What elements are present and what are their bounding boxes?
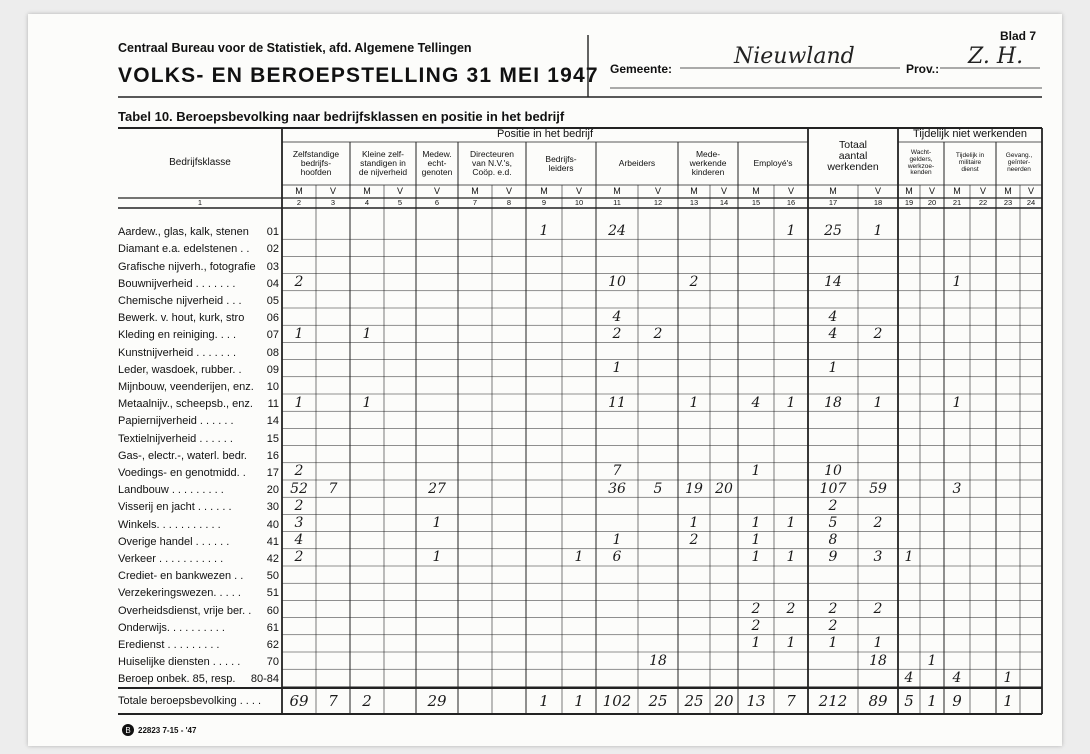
column-number: 4 [364,198,370,208]
sex-label: M [905,185,913,196]
sex-label: M [295,185,303,196]
column-number: 13 [689,198,699,208]
row-label [118,411,282,428]
table-cell: 11 [608,394,626,411]
total-cell: 1 [927,692,937,710]
table-cell: 25 [824,222,842,239]
row-label-text: Visserij en jacht . . . . . . [118,501,232,514]
row-label-text: Beroep onbek. 85, resp. [118,673,236,686]
row-label [118,618,282,635]
table-cell: 1 [689,394,699,411]
row-label-text: Grafische nijverh., fotografie [118,260,256,273]
table-cell: 4 [904,669,914,686]
group-header: Arbeiders [618,158,656,169]
table-cell: 6 [612,549,622,566]
table-cell: 2 [873,600,883,617]
row-code: 50 [266,570,279,583]
row-code: 07 [266,329,279,342]
subgroup-header: Tijdelijk in militaire dienst [955,152,985,173]
sex-label: V [575,185,582,196]
row-code: 61 [266,621,279,634]
table-cell: 1 [751,463,761,480]
row-label [118,360,282,377]
province-label: Prov.: [906,62,940,76]
table-cell: 1 [952,394,962,411]
sex-label: M [829,185,837,196]
printer-logo-icon: B [122,724,134,736]
column-number: 11 [613,198,621,208]
gemeente-value: Nieuwland [734,44,855,69]
column-number: 9 [541,198,547,208]
table-cell: 1 [786,222,796,239]
total-cell: 13 [746,692,766,710]
row-label [118,256,282,273]
row-code: 16 [266,449,279,462]
column-number: 24 [1026,198,1036,208]
row-label-text: Overige handel . . . . . . [118,535,230,548]
row-code: 14 [266,415,279,428]
table-cell: 2 [294,463,304,480]
table-cell: 1 [927,652,937,669]
row-label [118,514,282,531]
table-cell: 1 [828,635,838,652]
sex-label: M [690,185,698,196]
column-number: 12 [653,198,663,208]
group-header: Employé's [753,158,793,169]
row-code: 80-84 [250,673,279,686]
row-label-text: Leder, wasdoek, rubber. . [118,363,242,376]
table-cell: 9 [828,549,838,566]
form-title: VOLKS- EN BEROEPSTELLING 31 MEI 1947 [118,64,599,87]
row-label-text: Papiernijverheid . . . . . . [118,415,234,428]
table-cell: 7 [612,463,622,480]
column-number: 1 [197,198,203,208]
group-header: Directeuren van N.V.'s, Coöp. e.d. [470,149,514,177]
column-number: 16 [786,198,796,208]
sex-label: V [874,185,881,196]
table-cell: 2 [294,549,304,566]
row-label [118,446,282,463]
row-label-text: Textielnijverheid . . . . . . [118,432,233,445]
total-cell: 9 [952,692,962,710]
table-cell: 1 [751,532,761,549]
table-cell: 3 [294,514,304,531]
table-cell: 18 [649,652,667,669]
row-code: 20 [266,484,279,497]
total-cell: 7 [328,692,338,710]
row-label-text: Voedings- en genotmidd. . [118,466,246,479]
gemeente-label: Gemeente: [610,62,673,76]
sex-label: M [953,185,961,196]
column-number: 17 [828,198,838,208]
table-cell: 2 [653,325,663,342]
table-cell: 18 [869,652,887,669]
sex-label: V [396,185,403,196]
sex-label: V [979,185,986,196]
total-row-label: Totale beroepsbevolking . . . . [118,694,262,707]
row-code: 02 [266,243,279,256]
table-cell: 4 [751,394,761,411]
total-cell: 5 [904,692,914,710]
sex-label: M [471,185,479,196]
table-cell: 10 [824,463,842,480]
table-cell: 2 [786,600,796,617]
row-label [118,325,282,342]
row-label-text: Mijnbouw, veenderijen, enz. [118,380,254,393]
table-cell: 2 [828,497,838,514]
total-cell: 1 [574,692,584,710]
column-number: 2 [296,198,302,208]
table-cell: 1 [786,514,796,531]
group-header: Kleine zelf- standigen in de nijverheid [358,149,408,177]
table-cell: 2 [873,514,883,531]
row-label-text: Aardew., glas, kalk, stenen [118,226,249,239]
table-cell: 36 [608,480,626,497]
column-number: 3 [330,198,336,208]
table-cell: 2 [689,532,699,549]
table-cell: 19 [685,480,703,497]
row-label [118,635,282,652]
table-cell: 1 [828,360,838,377]
row-label-text: Verzekeringswezen. . . . . [118,587,241,600]
table-cell: 2 [294,274,304,291]
row-label-text: Onderwijs. . . . . . . . . . [118,621,225,634]
column-number: 23 [1003,198,1013,208]
total-cell: 212 [818,692,848,710]
sex-label: M [1004,185,1012,196]
table-cell: 1 [952,274,962,291]
total-cell: 2 [362,692,372,710]
row-label-text: Gas-, electr.-, waterl. bedr. [118,449,247,462]
row-label-text: Landbouw . . . . . . . . . [118,484,224,497]
table-cell: 52 [290,480,308,497]
row-label [118,308,282,325]
tijdelijk-header: Tijdelijk niet werkenden [913,128,1027,141]
column-number: 5 [397,198,403,208]
table-cell: 1 [786,394,796,411]
column-number: 19 [904,198,914,208]
table-cell: 7 [328,480,338,497]
row-label [118,497,282,514]
column-number: 8 [506,198,512,208]
row-label [118,394,282,411]
table-cell: 1 [751,635,761,652]
row-label-text: Eredienst . . . . . . . . . [118,638,220,651]
province-value: Z. H. [968,44,1024,69]
table-cell: 1 [574,549,584,566]
table-cell: 2 [751,618,761,635]
table-cell: 2 [873,325,883,342]
sex-label: V [928,185,935,196]
table-cell: 20 [715,480,733,497]
organization-name: Centraal Bureau voor de Statistiek, afd. Algemene Tellingen [118,41,472,55]
table-cell: 27 [428,480,446,497]
row-label [118,239,282,256]
sex-label: V [787,185,794,196]
table-cell: 3 [873,549,883,566]
table-cell: 1 [432,514,442,531]
column-number: 6 [434,198,440,208]
row-label-text: Bouwnijverheid . . . . . . . [118,277,236,290]
table-cell: 1 [751,549,761,566]
table-cell: 1 [1003,669,1013,686]
row-label [118,566,282,583]
total-cell: 1 [1003,692,1013,710]
total-cell: 7 [786,692,796,710]
row-code: 62 [266,638,279,651]
row-label-text: Chemische nijverheid . . . [118,294,242,307]
total-cell: 102 [602,692,632,710]
row-label [118,583,282,600]
row-label-text: Diamant e.a. edelstenen . . [118,243,250,256]
table-cell: 4 [828,308,838,325]
row-code: 05 [266,294,279,307]
row-label-text: Verkeer . . . . . . . . . . . [118,552,224,565]
table-cell: 1 [294,325,304,342]
sex-label: V [433,185,440,196]
row-label-text: Metaalnijv., scheepsb., enz. [118,398,253,411]
table-cell: 1 [873,635,883,652]
row-label [118,532,282,549]
row-label [118,600,282,617]
column-number: 7 [472,198,478,208]
row-label [118,549,282,566]
sheet-number: Blad 7 [1000,29,1037,43]
row-label-text: Kunstnijverheid . . . . . . . [118,346,236,359]
table-cell: 1 [362,325,372,342]
row-code: 04 [266,277,279,290]
sex-label: M [540,185,548,196]
sex-label: V [505,185,512,196]
column-number: 18 [873,198,883,208]
table-cell: 2 [689,274,699,291]
row-label [118,463,282,480]
table-cell: 2 [294,497,304,514]
row-code: 08 [266,346,279,359]
table-cell: 1 [612,360,622,377]
subgroup-header: Gevang., geïnter- neerden [1005,152,1033,173]
table-cell: 1 [689,514,699,531]
row-label [118,222,282,239]
row-code: 11 [267,398,279,411]
table-cell: 2 [612,325,622,342]
row-label [118,274,282,291]
total-cell: 25 [648,692,668,710]
table-cell: 1 [786,549,796,566]
table-cell: 107 [819,480,847,497]
row-code: 40 [266,518,279,531]
table-cell: 4 [952,669,962,686]
table-cell: 1 [786,635,796,652]
row-label-text: Bewerk. v. hout, kurk, stro [118,312,245,325]
sex-label: V [720,185,727,196]
table-cell: 2 [828,618,838,635]
table-cell: 1 [362,394,372,411]
group-header: Medew. echt- genoten [421,149,453,177]
table-cell: 5 [653,480,663,497]
row-code: 41 [266,535,279,548]
column-number: 15 [751,198,761,208]
total-cell: 89 [868,692,888,710]
row-label [118,480,282,497]
total-cell: 69 [289,692,309,710]
total-cell: 1 [539,692,549,710]
table-cell: 24 [608,222,626,239]
row-code: 09 [266,363,279,376]
column-number: 20 [927,198,937,208]
row-label-text: Overheidsdienst, vrije ber. . [118,604,252,617]
row-code: 01 [266,226,279,239]
row-label [118,377,282,394]
row-code: 10 [266,380,279,393]
row-label [118,652,282,669]
table-cell: 2 [751,600,761,617]
table-cell: 8 [828,532,838,549]
positie-header: Positie in het bedrijf [497,128,593,141]
row-label [118,669,282,686]
table-cell: 14 [824,274,842,291]
sex-label: V [654,185,661,196]
total-cell: 29 [427,692,447,710]
table-cell: 1 [539,222,549,239]
row-label [118,291,282,308]
table-cell: 5 [828,514,838,531]
table-cell: 2 [828,600,838,617]
table-title: Tabel 10. Beroepsbevolking naar bedrijfsklassen en positie in het bedrijf [118,109,565,124]
sex-label: V [1027,185,1034,196]
row-label-text: Huiselijke diensten . . . . . [118,656,241,669]
table-cell: 4 [612,308,622,325]
row-code: 70 [266,656,279,669]
column-number: 21 [952,198,962,208]
sex-label: M [363,185,371,196]
row-label [118,428,282,445]
bedrijfsklasse-header: Bedrijfsklasse [169,156,231,168]
table-cell: 59 [869,480,887,497]
table-cell: 1 [904,549,914,566]
row-code: 15 [266,432,279,445]
table-cell: 18 [824,394,842,411]
table-cell: 1 [873,394,883,411]
row-code: 30 [266,501,279,514]
table-cell: 1 [432,549,442,566]
sex-label: M [752,185,760,196]
row-code: 60 [266,604,279,617]
totaal-header: Totaal aantal werkenden [827,138,879,173]
row-code: 03 [266,260,279,273]
table-cell: 1 [751,514,761,531]
print-code: 22823 7-15 - '47 [138,726,197,735]
table-cell: 4 [294,532,304,549]
row-code: 51 [266,587,279,600]
row-code: 42 [266,552,279,565]
column-number: 22 [978,198,988,208]
table-cell: 4 [828,325,838,342]
row-label-text: Winkels. . . . . . . . . . . [118,518,221,531]
sex-label: M [613,185,621,196]
row-label-text: Crediet- en bankwezen . . [118,570,244,583]
group-header: Mede- werkende kinderen [689,149,727,177]
group-header: Bedrijfs- leiders [545,153,577,173]
table-cell: 3 [952,480,962,497]
subgroup-header: Wacht- gelders, werkzoe- kenden [907,148,935,177]
table-cell: 1 [294,394,304,411]
row-label [118,342,282,359]
row-label-text: Kleding en reiniging. . . . [118,329,237,342]
table-cell: 1 [873,222,883,239]
total-cell: 20 [714,692,734,710]
group-header: Zelfstandige bedrijfs- hoofden [292,149,340,177]
table-cell: 1 [612,532,622,549]
row-code: 17 [266,466,279,479]
sex-label: V [329,185,336,196]
column-number: 10 [574,198,584,208]
column-number: 14 [719,198,729,208]
table-cell: 10 [608,274,626,291]
total-cell: 25 [684,692,704,710]
row-code: 06 [266,312,279,325]
